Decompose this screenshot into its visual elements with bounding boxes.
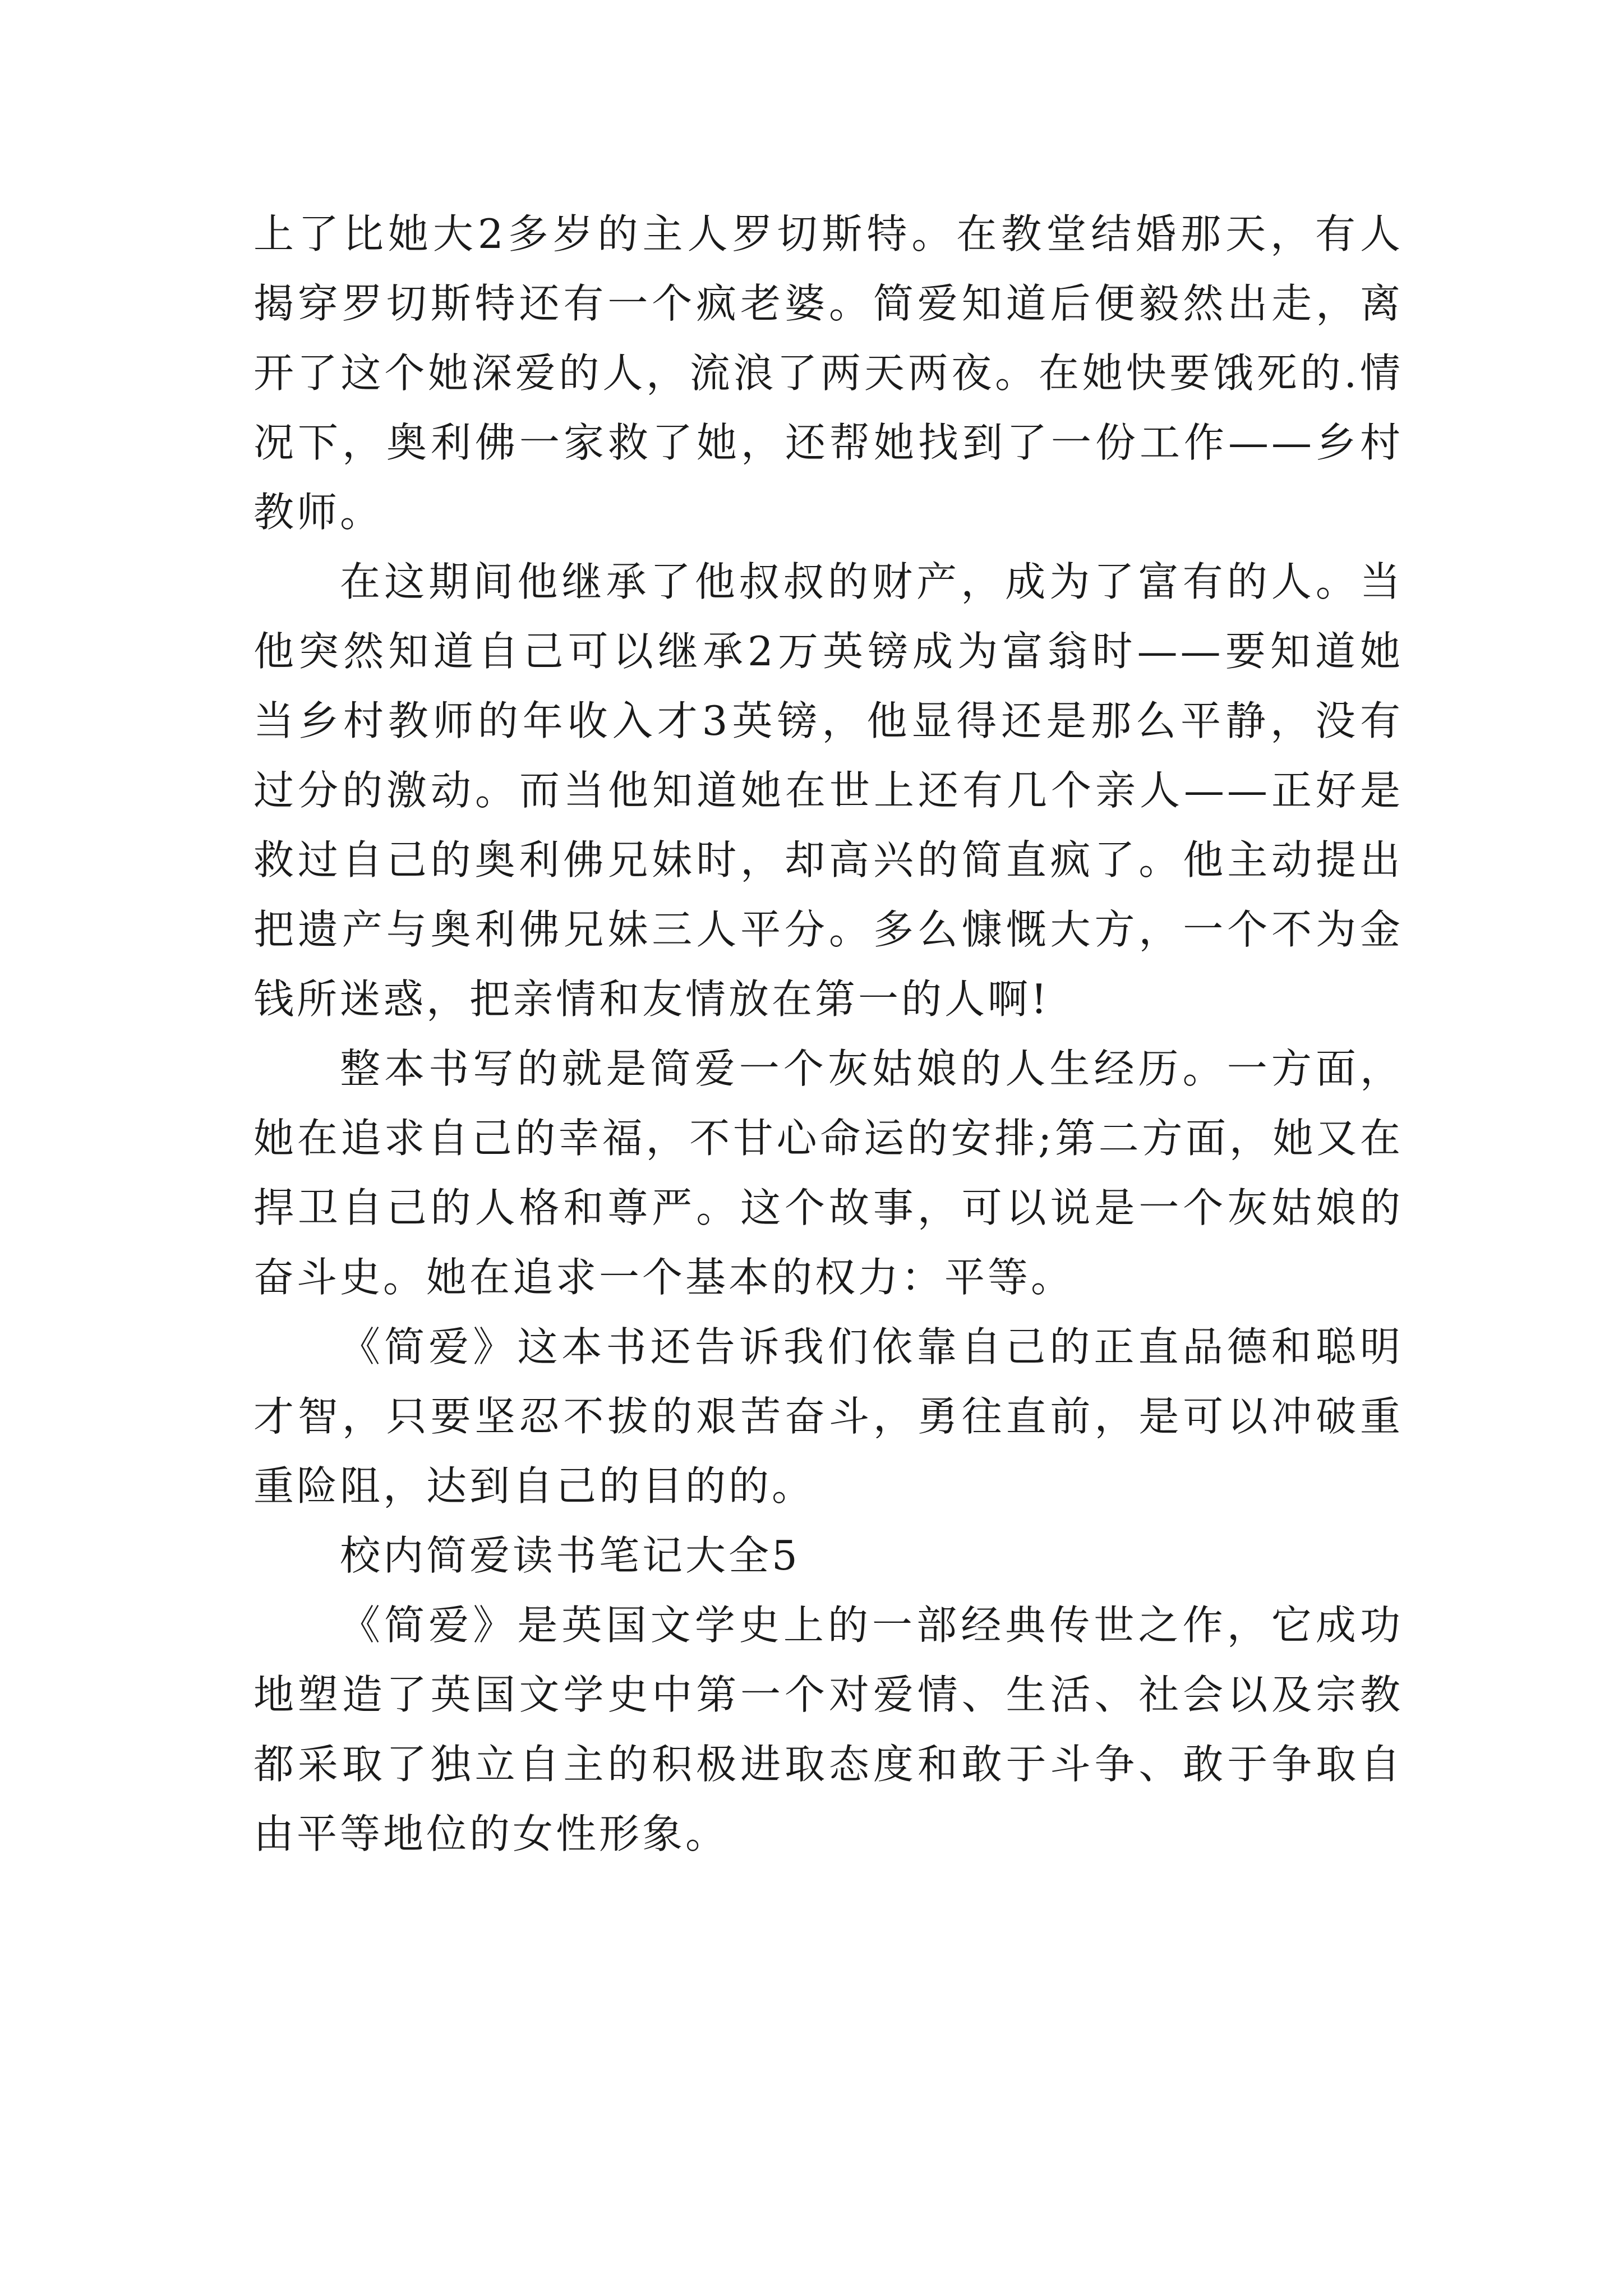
paragraph-2: 在这期间他继承了他叔叔的财产，成为了富有的人。当他突然知道自己可以继承2万英镑成为富翁时——要知道她当乡村教师的年收入才3英镑，他显得还是那么平静，没有过分的激动。而当他知道她在世上还有几个亲人——正好是救过自己的奥利佛兄妹时，却高兴的简直疯了。他主动提出把遗产与奥利佛兄妹三人平分。多么慷慨大方，一个不为金钱所迷惑，把亲情和友情放在第一的人啊!: [253, 558, 1403, 1023]
paragraph-5: 《简爱》是英国文学史上的一部经典传世之作，它成功地塑造了英国文学史中第一个对爱情、生活、社会以及宗教都采取了独立自主的积极进取态度和敢于斗争、敢于争取自由平等地位的女性形象。: [253, 1602, 1403, 1857]
paragraph-3: 整本书写的就是简爱一个灰姑娘的人生经历。一方面，她在追求自己的幸福，不甘心命运的安排;第二方面，她又在捍卫自己的人格和尊严。这个故事，可以说是一个灰姑娘的奋斗史。她在追求一个基本的权力：平等。: [253, 1045, 1403, 1301]
paragraph-4: 《简爱》这本书还告诉我们依靠自己的正直品德和聪明才智，只要坚忍不拔的艰苦奋斗，勇往直前，是可以冲破重重险阻，达到自己的目的的。: [253, 1323, 1403, 1510]
paragraph-1: 上了比她大2多岁的主人罗切斯特。在教堂结婚那天，有人揭穿罗切斯特还有一个疯老婆。简爱知道后便毅然出走，离开了这个她深爱的人，流浪了两天两夜。在她快要饿死的.情况下，奥利佛一家救了她，还帮她找到了一份工作——乡村教师。: [253, 210, 1403, 536]
document-body: [253, 199, 1403, 1869]
section-heading: 校内简爱读书笔记大全5: [340, 1532, 800, 1579]
